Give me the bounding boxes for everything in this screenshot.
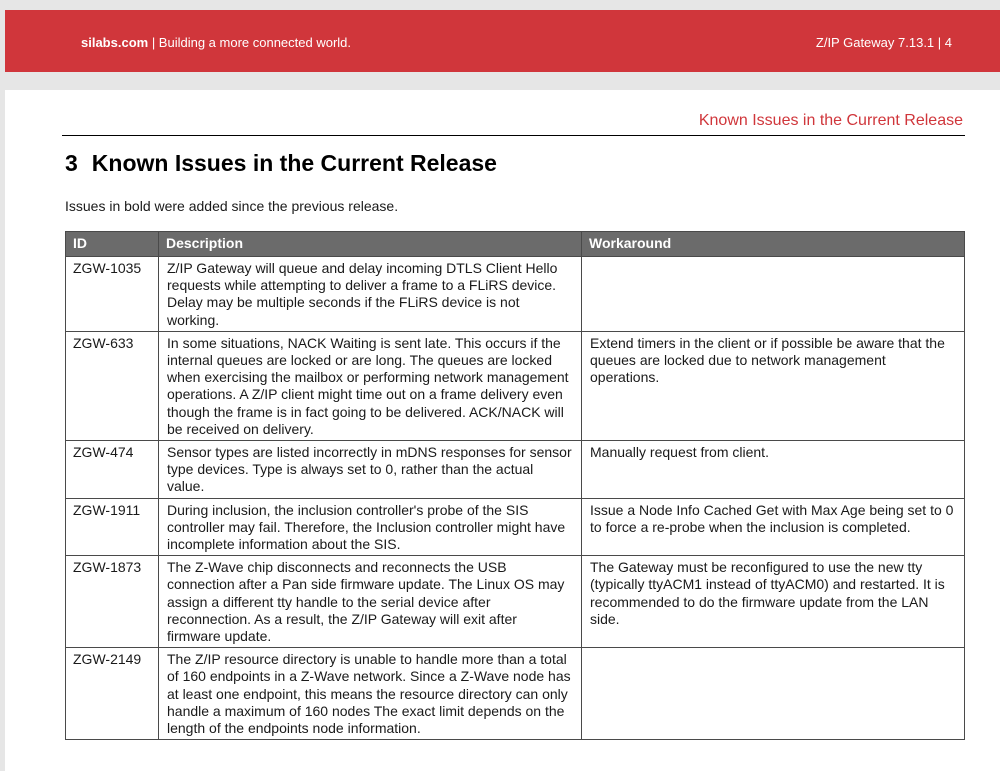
column-header-workaround: Workaround	[582, 232, 965, 257]
issue-workaround: Issue a Node Info Cached Get with Max Age being set to 0 to force a re-probe when the inclusion is completed.	[582, 498, 965, 556]
banner-left	[81, 35, 351, 50]
table-header-row	[66, 232, 965, 257]
column-header-id: ID	[66, 232, 159, 257]
issue-id: ZGW-474	[66, 441, 159, 499]
issue-workaround: Manually request from client.	[582, 441, 965, 499]
issue-id: ZGW-1035	[66, 257, 159, 332]
issue-description: During inclusion, the inclusion controller's probe of the SIS controller may fail. Therefore, the Inclusion controller might have incomplete information about the SIS.	[159, 498, 582, 556]
chapter-title: Known Issues in the Current Release	[91, 150, 497, 176]
issue-description: The Z/IP resource directory is unable to handle more than a total of 160 endpoints in a Z-Wave network. Since a Z-Wave node has at least one endpoint, this means the resource directory can only handle a maximum of 160 nodes The exact limit depends on the length of the endpoints node information.	[159, 648, 582, 740]
table-row	[66, 441, 965, 499]
issue-id: ZGW-1873	[66, 556, 159, 648]
issue-description: Z/IP Gateway will queue and delay incoming DTLS Client Hello requests while attempting to deliver a frame to a FLiRS device. Delay may be multiple seconds if the FLiRS device is not working.	[159, 257, 582, 332]
chapter-heading	[65, 150, 497, 177]
issue-description: In some situations, NACK Waiting is sent late. This occurs if the internal queues are locked or are long. The queues are locked when exercising the mailbox or performing network management operations. A Z/IP client might time out on a frame delivery even though the frame is in fact going to be delivered. ACK/NACK will be received on delivery.	[159, 331, 582, 440]
table-row	[66, 257, 965, 332]
table-row	[66, 498, 965, 556]
product-page-label: Z/IP Gateway 7.13.1 | 4	[815, 35, 952, 50]
issue-id: ZGW-633	[66, 331, 159, 440]
issue-id: ZGW-2149	[66, 648, 159, 740]
document-page	[5, 90, 1000, 771]
table-row	[66, 648, 965, 740]
issue-description: The Z-Wave chip disconnects and reconnects the USB connection after a Pan side firmware update. The Linux OS may assign a different tty handle to the serial device after reconnection. As a result, the Z/IP Gateway will exit after firmware update.	[159, 556, 582, 648]
intro-text: Issues in bold were added since the previous release.	[65, 198, 399, 214]
page-header-banner	[5, 10, 1000, 72]
issue-workaround	[582, 257, 965, 332]
issue-workaround: The Gateway must be reconfigured to use the new tty (typically ttyACM1 instead of ttyACM0) and restarted. It is recommended to do the firmware update from the LAN side.	[582, 556, 965, 648]
issue-id: ZGW-1911	[66, 498, 159, 556]
brand-link[interactable]: silabs.com	[81, 35, 149, 50]
header-rule	[62, 135, 965, 136]
known-issues-table	[65, 231, 965, 740]
issue-workaround	[582, 648, 965, 740]
table-row	[66, 556, 965, 648]
issue-description: Sensor types are listed incorrectly in mDNS responses for sensor type devices. Type is always set to 0, rather than the actual value.	[159, 441, 582, 499]
chapter-number: 3	[65, 150, 78, 176]
issue-workaround: Extend timers in the client or if possible be aware that the queues are locked due to network management operations.	[582, 331, 965, 440]
running-head: Known Issues in the Current Release	[698, 112, 963, 129]
banner-tagline: | Building a more connected world.	[148, 35, 352, 50]
column-header-description: Description	[159, 232, 582, 257]
table-row	[66, 331, 965, 440]
